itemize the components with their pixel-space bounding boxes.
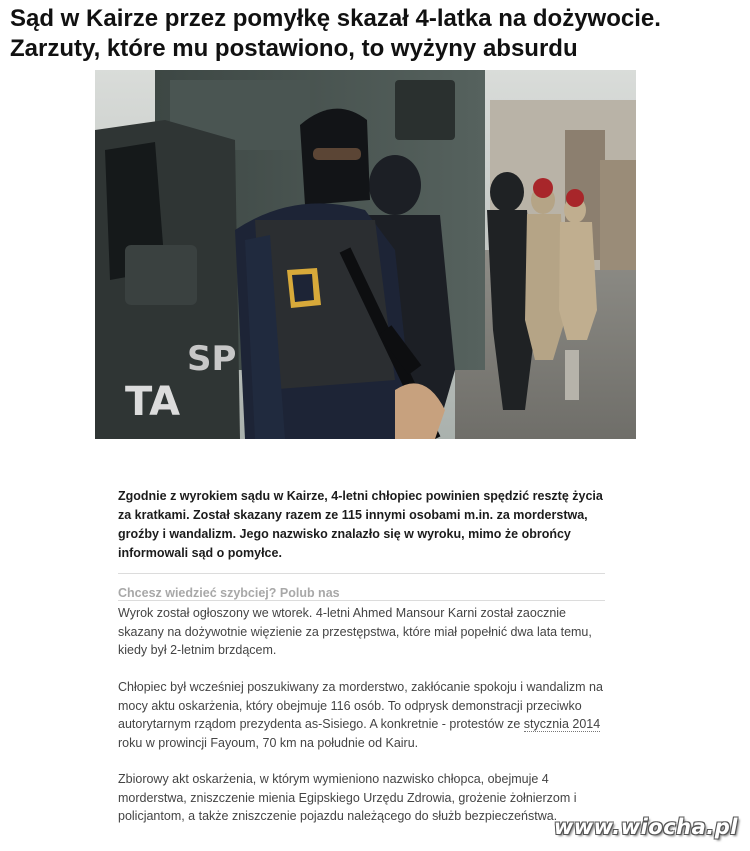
article-photo <box>95 70 636 439</box>
like-us-link[interactable]: Chcesz wiedzieć szybciej? Polub nas <box>118 586 340 600</box>
site-watermark: www.wiocha.pl <box>553 815 738 839</box>
article-paragraph-1: Wyrok został ogłoszony we wtorek. 4-letni Ahmed Mansour Karni został zaocznie skazany na dożywotnie więzienie za przestępstwa, które miał popełnić dwa lata temu, kiedy był 2-letnim brzdącem. <box>118 606 592 657</box>
paragraph-2-text-start: Chłopiec był wcześniej poszukiwany za morderstwo, zakłócanie spokoju i wandalizm na mocy aktu oskarżenia, który obejmuje 116 osób. To odprysk demonstracji przeciwko autorytarnym rządom prezydenta as-Sisiego. A konkretnie - protestów ze <box>118 680 603 731</box>
promo-divider-top <box>118 573 605 574</box>
paragraph-2-text-end: roku w prowincji Fayoum, 70 km na południe od Kairu. <box>118 735 419 750</box>
vehicle-lettering: TA <box>125 379 181 425</box>
police-photo-illustration <box>95 70 636 439</box>
promo-divider-bottom <box>118 600 605 601</box>
article-paragraph-2 <box>118 678 608 752</box>
article-title-line-2: Zarzuty, które mu postawiono, to wyżyny absurdu <box>10 35 578 62</box>
article-title <box>10 4 745 64</box>
article-title-line-1: Sąd w Kairze przez pomyłkę skazał 4-latka na dożywocie. <box>10 5 661 32</box>
article-lead: Zgodnie z wyrokiem sądu w Kairze, 4-letni chłopiec powinien spędzić resztę życia za kratkami. Został skazany razem ze 115 innymi osobami m.in. za morderstwa, groźby i wandalizm. Jego nazwisko znalazło się w wyroku, mimo że obrońcy informowali sąd o pomyłce. <box>118 489 603 560</box>
date-link[interactable]: stycznia 2014 <box>523 717 601 731</box>
article-paragraph-3: Zbiorowy akt oskarżenia, w którym wymieniono nazwisko chłopca, obejmuje 4 morderstwa, zniszczenie mienia Egipskiego Urzędu Zdrowia, grożenie żołnierzom i policjantom, a także zniszczenie pojazdu należącego do służb bezpieczeństwa. <box>118 772 577 823</box>
vehicle-lettering-2: SP <box>187 339 237 379</box>
